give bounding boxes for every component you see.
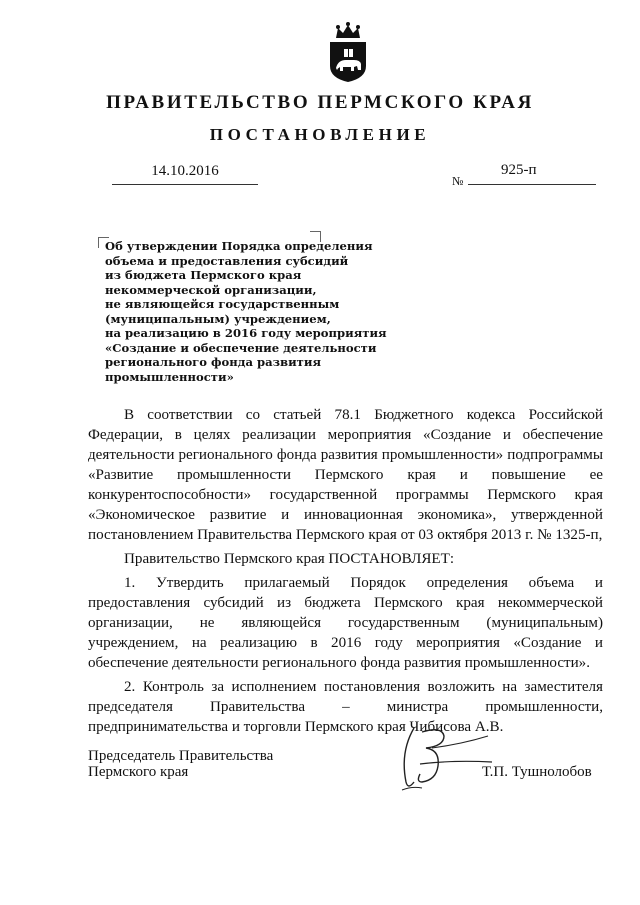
- subject-line: промышленности»: [105, 369, 234, 384]
- number-value: 925-п: [501, 162, 537, 178]
- number-underline: [468, 184, 596, 185]
- number-sign: №: [452, 174, 464, 188]
- signature-icon: [392, 722, 502, 794]
- subject-line: не являющейся государственным: [105, 297, 340, 311]
- document-subject: [105, 239, 405, 384]
- resolution-statement: Правительство Пермского края ПОСТАНОВЛЯЕТ:: [124, 551, 455, 567]
- coat-of-arms-icon: [324, 20, 372, 84]
- date-underline: [112, 180, 258, 185]
- clause-2-paragraph: 2. Контроль за исполнением постановления возложить на заместителя председателя Правительства – министра промышленности, предпринимательства и торговли Пермского края Чибисова А.В.: [88, 679, 603, 735]
- signer-title-line: Пермского края: [88, 764, 189, 780]
- subject-line: (муниципальным) учреждением,: [105, 311, 331, 326]
- preamble-paragraph: В соответствии со статьей 78.1 Бюджетного кодекса Российской Федерации, в целях реализации мероприятия «Создание и обеспечение деятельности регионального фонда развития промышленности» подпрограммы «Развитие промышленности Пермского края и повышение ее конкурентоспособности» государственной программы Пермского края «Экономическое развитие и инновационная экономика», утвержденной постановлением Правительства Пермского края от 03 октября 2013 г. № 1325-п,: [88, 407, 603, 543]
- government-title: ПРАВИТЕЛЬСТВО ПЕРМСКОГО КРАЯ: [106, 92, 534, 113]
- signer-title-line: Председатель Правительства: [88, 748, 274, 764]
- subject-line: некоммерческой организации,: [105, 282, 317, 297]
- subject-line: на реализацию в 2016 году мероприятия: [105, 326, 387, 340]
- subject-line: из бюджета Пермского края: [105, 268, 302, 282]
- signer-title: [88, 748, 273, 780]
- subject-line: объема и предоставления субсидий: [105, 253, 349, 268]
- clause-1-paragraph: 1. Утвердить прилагаемый Порядок определения объема и предоставления субсидий из бюджета Пермского края некоммерческой организации, не являющейся государственным (муниципальным) учреждением, на реализацию в 2016 году мероприятия «Создание и обеспечение деятельности регионального фонда развития промышленности».: [88, 575, 603, 671]
- subject-line: регионального фонда развития: [105, 355, 322, 369]
- document-body: [88, 405, 603, 737]
- signer-name: Т.П. Тушнолобов: [482, 764, 592, 780]
- date-value: 14.10.2016: [151, 163, 219, 179]
- document-date: [112, 162, 258, 185]
- subject-line: Об утверждении Порядка определения: [105, 239, 373, 253]
- document-type-heading: ПОСТАНОВЛЕНИЕ: [209, 125, 431, 144]
- subject-line: «Создание и обеспечение деятельности: [105, 340, 377, 355]
